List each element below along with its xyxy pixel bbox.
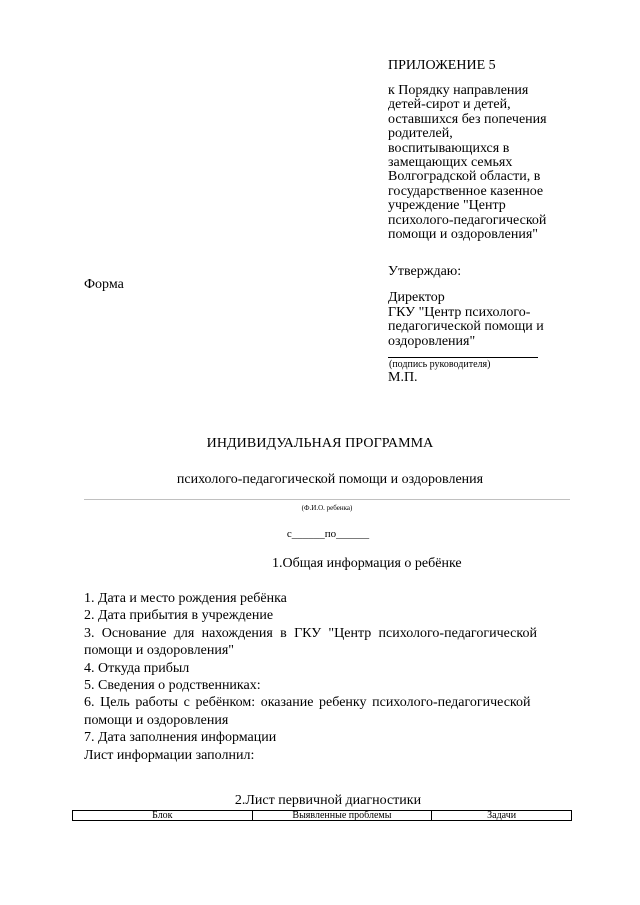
list-item: помощи и оздоровления [84, 712, 229, 728]
appendix-line: замещающих семьях [388, 155, 513, 171]
seal-label: М.П. [388, 370, 418, 385]
appendix-line: помощи и оздоровления" [388, 227, 539, 243]
list-item: 5. Сведения о родственниках: [84, 678, 261, 694]
appendix-line: родителей, [388, 126, 453, 142]
list-item: помощи и оздоровления" [84, 643, 235, 659]
list-item: 6. Цель работы с ребёнком: оказание ребенку психолого-педагогической [84, 695, 531, 711]
column-header-block: Блок [73, 811, 253, 821]
list-item: 2. Дата прибытия в учреждение [84, 608, 274, 624]
program-title: ИНДИВИДУАЛЬНАЯ ПРОГРАММА [206, 436, 434, 451]
appendix-line: психолого-педагогической [388, 212, 547, 228]
column-header-tasks: Задачи [432, 811, 572, 821]
list-item: 7. Дата заполнения информации [84, 730, 277, 746]
section1-items [84, 590, 572, 764]
appendix-line: учреждение "Центр [388, 198, 506, 214]
appendix-line: воспитывающихся в [388, 140, 510, 156]
table-header-row [73, 811, 572, 821]
list-item: 3. Основание для нахождения в ГКУ "Центр психолого-педагогической [84, 625, 537, 641]
signature-line [388, 357, 538, 358]
approval-line: Директор [388, 290, 445, 305]
list-item: 4. Откуда прибыл [84, 660, 190, 676]
diagnostics-table [72, 810, 572, 821]
appendix-title: ПРИЛОЖЕНИЕ 5 [388, 58, 496, 73]
appendix-text [388, 84, 588, 242]
signature-caption: (подпись руководителя) [389, 359, 491, 370]
program-period: с______по______ [286, 528, 370, 540]
appendix-line: к Порядку направления [388, 83, 529, 98]
list-item: Лист информации заполнил: [84, 747, 255, 763]
approval-director [388, 291, 608, 349]
list-item: 1. Дата и место рождения ребёнка [84, 591, 287, 606]
approval-heading: Утверждаю: [388, 264, 462, 279]
approval-line: педагогической помощи и [388, 319, 544, 334]
child-name-line [84, 499, 570, 500]
child-name-caption: (Ф.И.О. ребенка) [301, 504, 353, 512]
form-label: Форма [84, 277, 124, 292]
approval-line: ГКУ "Центр психолого- [388, 304, 531, 320]
column-header-problems: Выявленные проблемы [252, 811, 432, 821]
program-subtitle: психолого-педагогической помощи и оздоровления [176, 472, 484, 487]
section2-title: 2.Лист первичной диагностики [234, 793, 422, 808]
appendix-line: детей-сирот и детей, [388, 97, 511, 113]
section1-title: 1.Общая информация о ребёнке [272, 556, 462, 571]
approval-line: оздоровления" [388, 333, 476, 349]
appendix-line: Волгоградской области, в [388, 169, 541, 185]
appendix-line: государственное казенное [388, 183, 544, 199]
appendix-line: оставшихся без попечения [388, 111, 547, 127]
